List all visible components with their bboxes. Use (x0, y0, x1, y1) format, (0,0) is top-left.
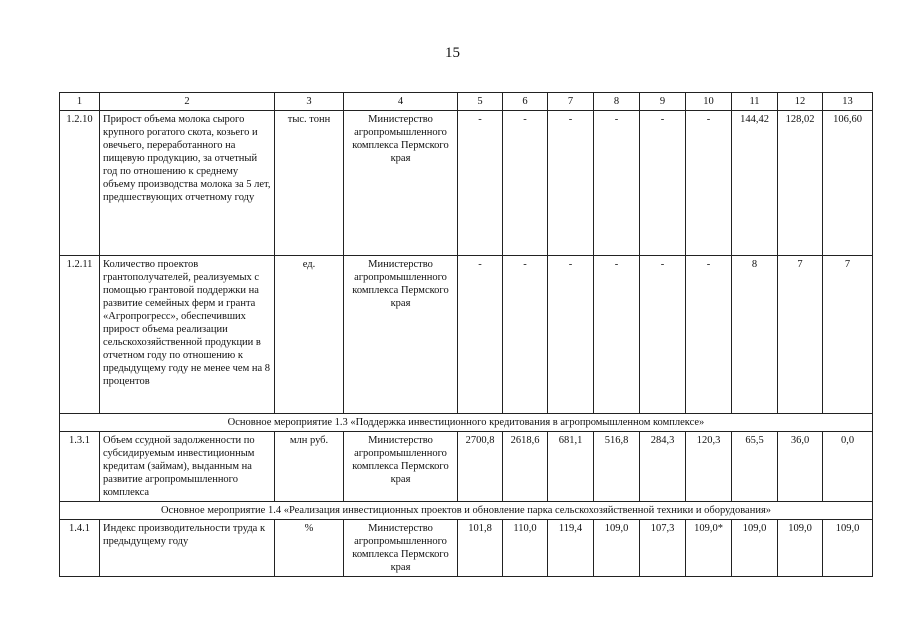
row-value: - (594, 111, 640, 256)
row-value: 284,3 (640, 432, 686, 502)
column-header: 10 (686, 93, 732, 111)
column-header: 12 (778, 93, 823, 111)
row-value: - (640, 111, 686, 256)
row-code: 1.4.1 (60, 520, 100, 577)
row-value: 119,4 (548, 520, 594, 577)
section-title: Основное мероприятие 1.3 «Поддержка инвестиционного кредитования в агропромышленном комплексе» (60, 414, 873, 432)
row-code: 1.2.10 (60, 111, 100, 256)
column-header: 6 (503, 93, 548, 111)
row-unit: тыс. тонн (275, 111, 344, 256)
row-value: - (594, 256, 640, 414)
row-value: - (503, 111, 548, 256)
column-header: 2 (100, 93, 275, 111)
row-value: 109,0 (732, 520, 778, 577)
section-title: Основное мероприятие 1.4 «Реализация инвестиционных проектов и обновление парка сельскохозяйственной техники и оборудования» (60, 502, 873, 520)
row-description: Объем ссудной задолженности по субсидируемым инвестиционным кредитам (займам), выданным на развитие агропромышленного комплекса (100, 432, 275, 502)
row-value: 681,1 (548, 432, 594, 502)
row-value: - (548, 111, 594, 256)
row-value: 128,02 (778, 111, 823, 256)
section-row (60, 502, 873, 520)
column-header: 8 (594, 93, 640, 111)
row-unit: % (275, 520, 344, 577)
table-body (60, 93, 873, 577)
row-value: 110,0 (503, 520, 548, 577)
column-header: 4 (344, 93, 458, 111)
row-unit: ед. (275, 256, 344, 414)
row-value: 2618,6 (503, 432, 548, 502)
row-value: - (503, 256, 548, 414)
row-value: - (458, 111, 503, 256)
row-value: 120,3 (686, 432, 732, 502)
row-value: - (548, 256, 594, 414)
row-code: 1.3.1 (60, 432, 100, 502)
column-header: 7 (548, 93, 594, 111)
column-header: 3 (275, 93, 344, 111)
row-responsible: Министерство агропромышленного комплекса Пермского края (344, 111, 458, 256)
row-value: 109,0* (686, 520, 732, 577)
column-number-row (60, 93, 873, 111)
row-value: 144,42 (732, 111, 778, 256)
row-value: 7 (823, 256, 873, 414)
row-value: 65,5 (732, 432, 778, 502)
row-description: Количество проектов грантополучателей, реализуемых с помощью грантовой поддержки на развитие семейных ферм и гранта «Агропрогресс», обеспечивших прирост объема реализации сельскохозяйственной продукции в отчетном году по отношению к предыдущему году не менее чем на 8 процентов (100, 256, 275, 414)
column-header: 5 (458, 93, 503, 111)
row-value: 2700,8 (458, 432, 503, 502)
column-header: 13 (823, 93, 873, 111)
row-value: 8 (732, 256, 778, 414)
indicators-table (59, 92, 873, 577)
row-value: 109,0 (823, 520, 873, 577)
row-value: 109,0 (594, 520, 640, 577)
row-value: 36,0 (778, 432, 823, 502)
row-value: - (640, 256, 686, 414)
row-value: 109,0 (778, 520, 823, 577)
row-value: 107,3 (640, 520, 686, 577)
row-code: 1.2.11 (60, 256, 100, 414)
column-header: 1 (60, 93, 100, 111)
row-description: Индекс производительности труда к предыдущему году (100, 520, 275, 577)
table-row (60, 111, 873, 256)
column-header: 11 (732, 93, 778, 111)
row-responsible: Министерство агропромышленного комплекса Пермского края (344, 432, 458, 502)
section-row (60, 414, 873, 432)
row-value: 106,60 (823, 111, 873, 256)
row-responsible: Министерство агропромышленного комплекса Пермского края (344, 256, 458, 414)
table-row (60, 432, 873, 502)
row-value: - (458, 256, 503, 414)
row-value: - (686, 111, 732, 256)
row-responsible: Министерство агропромышленного комплекса Пермского края (344, 520, 458, 577)
row-description: Прирост объема молока сырого крупного рогатого скота, козьего и овечьего, переработанного на пищевую продукцию, за отчетный год по отношению к среднему объему производства молока за 5 лет, предшествующих отчетному году (100, 111, 275, 256)
column-header: 9 (640, 93, 686, 111)
table-row (60, 256, 873, 414)
page-number: 15 (445, 45, 460, 61)
row-value: 0,0 (823, 432, 873, 502)
row-value: 7 (778, 256, 823, 414)
table-row (60, 520, 873, 577)
row-value: - (686, 256, 732, 414)
row-value: 101,8 (458, 520, 503, 577)
row-value: 516,8 (594, 432, 640, 502)
row-unit: млн руб. (275, 432, 344, 502)
